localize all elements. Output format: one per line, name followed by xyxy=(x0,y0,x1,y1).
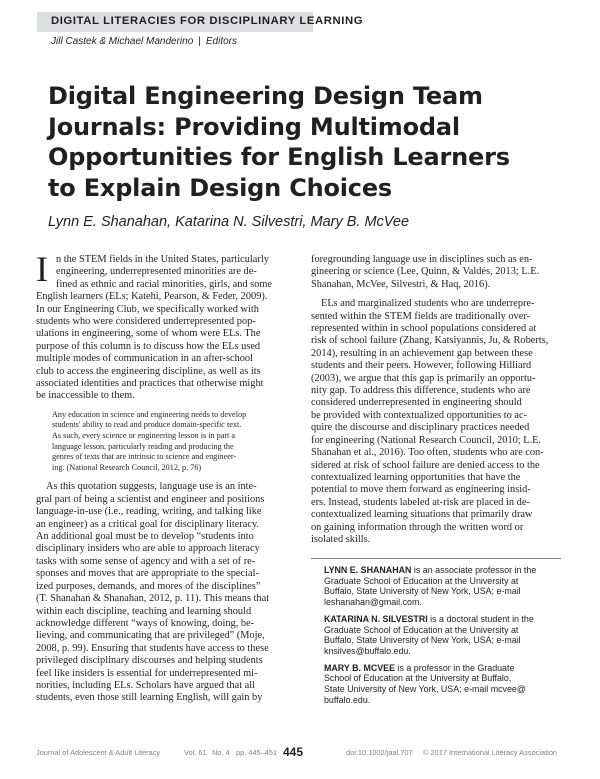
text-line: feel like insiders is essential for underrepresented mi- xyxy=(36,667,258,679)
article-title xyxy=(48,81,568,203)
paragraph-intro xyxy=(36,249,298,291)
text-line: Shanahan, McVee, Silvestri, & Haq, 2016). xyxy=(311,278,491,290)
text-line: gral part of being a scientist and engineer and positions xyxy=(36,493,265,505)
footer-copyright: © 2017 International Literacy Association xyxy=(423,748,558,757)
column-banner xyxy=(37,12,364,32)
text-line: contextualized learning opportunities that have the xyxy=(311,471,521,483)
text-line: an engineer) as a critical goal for disciplinary literacy. xyxy=(36,518,260,530)
text-line: potential to move them forward as engineering insid- xyxy=(311,484,531,496)
text-line: students, even those still learning English, will gain by xyxy=(36,692,263,704)
bio-first-line xyxy=(324,614,561,625)
bio-text: is a doctoral student in the xyxy=(427,613,534,624)
text-line: considered underrepresented in engineering should xyxy=(311,397,522,409)
text-line: engineering, underrepresented minorities are de- xyxy=(56,266,257,278)
bio-line: School of Education at the University at Buffalo, xyxy=(324,673,512,684)
editors-role: Editors xyxy=(205,36,238,47)
text-line: quire the discourse and disciplinary practices needed xyxy=(311,422,530,434)
text-line: multiple modes of communication in an after-school xyxy=(36,353,253,365)
text-line: ELs and marginalized students who are underrepre- xyxy=(321,298,535,310)
text-line: As this quotation suggests, language use is an inte- xyxy=(46,481,257,493)
bio-text: is an associate professor in the xyxy=(411,565,537,575)
text-line: disciplinary insiders who are able to approach literacy xyxy=(36,543,260,555)
text-line: ulations in engineering, some of whom were ELs. The xyxy=(36,328,261,340)
text-line: isolated skills. xyxy=(311,533,371,545)
quote-line: ing. (National Research Council, 2012, p. 76) xyxy=(52,462,202,472)
footer-journal: Journal of Adolescent & Adult Literacy xyxy=(36,748,161,757)
text-line: (2003), we argue that this gap is primarily an opportu- xyxy=(311,372,536,384)
bio-text: is a professor in the Graduate xyxy=(395,662,515,673)
author-bio xyxy=(324,663,561,706)
text-line: nity gap. To address this difference, students who are xyxy=(311,385,531,397)
author-bio xyxy=(324,614,561,657)
footer-pages: pp. 445–451 xyxy=(236,748,278,757)
text-line: gineering or science (Lee, Quinn, & Valdés, 2013; L.E. xyxy=(311,266,540,278)
text-line: on gaining information through the written word or xyxy=(311,521,524,533)
text-line: represented within in school populations considered at xyxy=(311,323,537,335)
text-line: In our Engineering Club, we specifically worked with xyxy=(36,303,259,315)
text-line: sidered at risk of school failure are denied access to the xyxy=(311,459,540,471)
text-line: for engineering (National Research Council, 2010; L.E. xyxy=(311,434,542,446)
article-authors: Lynn E. Shanahan, Katarina N. Silvestri, Mary B. McVee xyxy=(48,214,410,230)
title-line: Digital Engineering Design Team xyxy=(48,82,483,110)
text-line: Shanahan et al., 2016). Too often, students who are con- xyxy=(311,447,544,459)
text-line: acknowledge different “ways of knowing, doing, be- xyxy=(36,617,255,629)
left-column xyxy=(36,249,298,705)
text-line: contextualized learning situations that primarily draw xyxy=(311,509,533,521)
bio-author-name: MARY B. MCVEE xyxy=(324,662,396,673)
paragraph-intro-cont xyxy=(36,291,298,403)
bio-line: Graduate School of Education at the University at xyxy=(324,624,519,635)
bio-email: leshanahan@gmail.com. xyxy=(324,597,422,608)
text-line: risk of school failure (Zhang, Katsiyannis, Ju, & Roberts, xyxy=(311,335,549,347)
title-line: Journals: Providing Multimodal xyxy=(48,112,460,141)
footer-volume: Vol. 61 xyxy=(184,748,207,757)
text-line: be provided with contextualized opportunities to ac- xyxy=(311,409,528,421)
paragraph-opportunity-gap xyxy=(311,298,568,546)
bio-email: knsilves@buffalo.edu. xyxy=(324,645,411,656)
title-line: Opportunities for English Learners xyxy=(48,143,510,171)
editors-separator: | xyxy=(198,36,201,47)
text-line: sponses and moves that are appropriate to the special- xyxy=(36,568,259,580)
bio-first-line xyxy=(324,565,561,576)
text-line: An additional goal must be to develop “students into xyxy=(36,531,254,543)
drop-cap: I xyxy=(36,249,48,289)
text-line: ized purposes, demands, and mores of the disciplines” xyxy=(36,580,261,592)
bio-author-name: LYNN E. SHANAHAN xyxy=(324,565,412,575)
text-line: (T. Shanahan & Shanahan, 2012, p. 11). This means that xyxy=(36,593,270,605)
text-line: language-in-use (i.e., reading, writing, and talking like xyxy=(36,506,262,518)
text-line: 2014), resulting in an achievement gap between these xyxy=(311,347,533,359)
quote-line: language lesson, particularly reading and producing the xyxy=(52,441,234,451)
text-line: associated identities and practices that otherwise might xyxy=(36,378,264,390)
text-line: purpose of this column is to discuss how the ELs used xyxy=(36,340,261,352)
bio-email: buffalo.edu. xyxy=(324,694,371,705)
bio-line: Buffalo, State University of New York, USA; e-mail xyxy=(324,586,521,597)
footer-number: No. 4 xyxy=(212,748,230,757)
quote-line: As such, every science or engineering lesson is in part a xyxy=(52,431,236,441)
text-line: tasks with some sense of agency and with a set of re- xyxy=(36,555,256,567)
text-line: English learners (ELs; Katehi, Pearson, & Feder, 2009). xyxy=(36,291,268,303)
text-line: fined as ethnic and racial minorities, girls, and some xyxy=(56,278,273,290)
text-line: be inaccessible to them. xyxy=(36,390,135,402)
text-line: students and their peers. However, following Hilliard xyxy=(311,360,532,372)
quote-line: genres of texts that are intrinsic to science and engineer- xyxy=(52,452,237,462)
column-banner-label: DIGITAL LITERACIES FOR DISCIPLINARY LEARNING xyxy=(51,15,364,27)
text-line: sented within the STEM fields are traditionally over- xyxy=(311,310,530,322)
block-quote xyxy=(36,410,298,474)
author-bio xyxy=(324,565,561,608)
text-line: n the STEM fields in the United States, particularly xyxy=(56,254,269,265)
text-line: ers. Instead, students labeled at-risk are placed in de- xyxy=(311,496,530,508)
bio-line: Graduate School of Education at the University at xyxy=(324,575,519,586)
text-line: students who were considered underrepresented pop- xyxy=(36,316,256,328)
author-bios xyxy=(311,558,561,711)
text-line: 2008, p. 99). Ensuring that students have access to these xyxy=(36,642,269,654)
footer-doi: doi:10.1002/jaal.707 xyxy=(346,748,413,757)
text-line: lieving, and communicating that are privileged” (Moje, xyxy=(36,630,265,642)
text-line: norities, including ELs. Scholars have argued that all xyxy=(36,679,255,691)
quote-line: Any education in science and engineering needs to develop xyxy=(52,409,247,419)
title-line: to Explain Design Choices xyxy=(48,173,392,202)
right-column xyxy=(311,254,568,546)
paragraph-continued xyxy=(311,254,568,291)
text-line: privileged disciplinary discourses and helping students xyxy=(36,655,263,667)
editors-names: Jill Castek & Michael Manderino xyxy=(51,36,194,47)
page-number: 445 xyxy=(283,745,304,759)
bio-first-line xyxy=(324,663,561,674)
paragraph-quotation-discussion xyxy=(36,481,298,704)
text-line: club to access the engineering discipline, as well as its xyxy=(36,365,261,377)
quote-line: students' ability to read and produce domain-specific text. xyxy=(52,420,242,430)
text-line: foregrounding language use in disciplines such as en- xyxy=(311,254,533,265)
text-line: within each discipline, teaching and learning should xyxy=(36,605,252,617)
bio-line: Buffalo, State University of New York, USA; e-mail xyxy=(324,635,521,646)
column-editors xyxy=(51,36,237,47)
bio-line: State University of New York, USA; e-mail mcvee@ xyxy=(324,684,526,695)
bio-author-name: KATARINA N. SILVESTRI xyxy=(324,613,428,624)
